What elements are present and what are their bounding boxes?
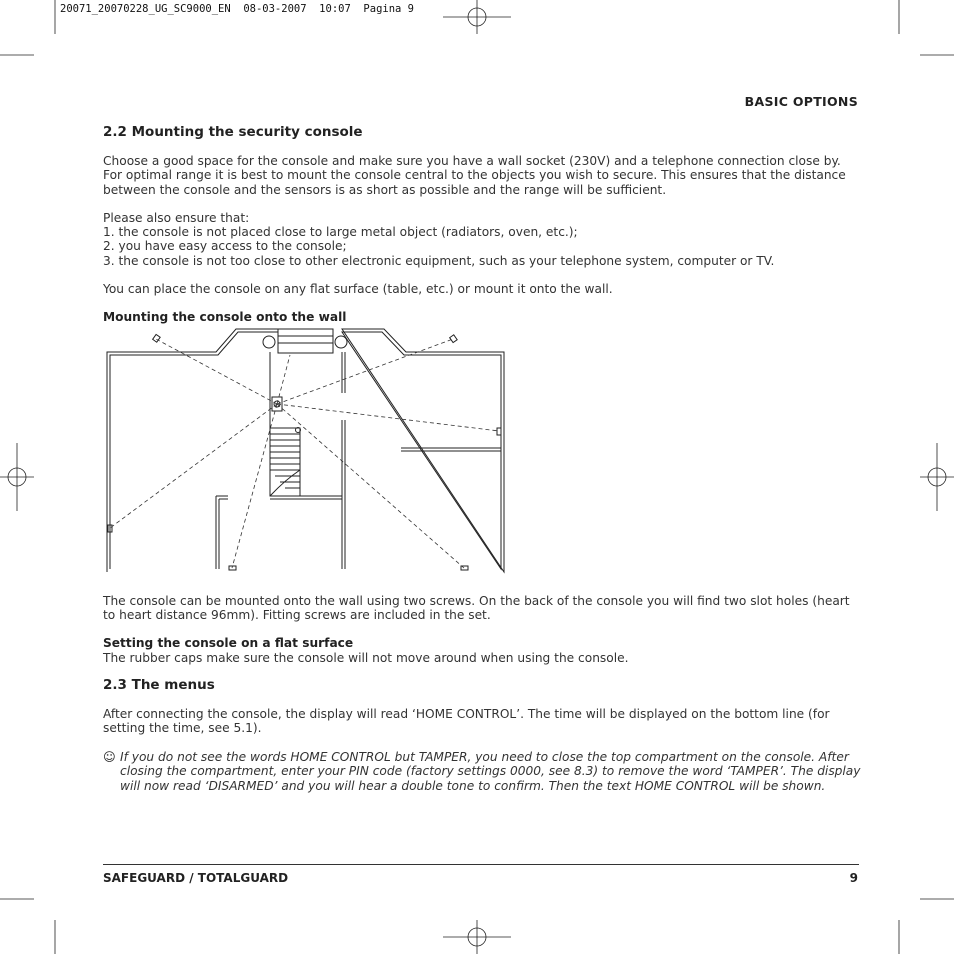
sensor-marker — [450, 335, 458, 343]
page-number: 9 — [849, 871, 858, 885]
interior-wall — [401, 448, 501, 451]
intro-paragraph: Choose a good space for the console and make sure you have a wall socket (230V) and a telephone connection close by. For optimal range it is best to mount the console central to the objects you wish to secure. This ensures that the distance between the console and the sensors is as short as possible and the range will be sufficient. — [103, 154, 846, 197]
round-fixture — [335, 336, 347, 348]
signal-lines — [110, 339, 499, 568]
list-item: 2. you have easy access to the console; — [103, 239, 347, 254]
placement-note: You can place the console on any flat surface (table, etc.) or mount it onto the wall. — [103, 282, 613, 296]
wall-mount-heading: Mounting the console onto the wall — [103, 310, 347, 324]
list-item: 3. the console is not too close to other electronic equipment, such as your telephone system, computer or TV. — [103, 253, 775, 268]
interior-wall — [342, 420, 345, 569]
smiley-icon: ☺ — [103, 750, 116, 764]
sensor-marker — [497, 428, 501, 435]
footer-divider — [103, 864, 859, 865]
flat-surface-heading: Setting the console on a flat surface — [103, 636, 354, 650]
footer-product: SAFEGUARD / TOTALGUARD — [103, 871, 289, 885]
tip-note — [103, 750, 863, 793]
menus-intro: After connecting the console, the display will read ‘HOME CONTROL’. The time will be displayed on the bottom line (for setting the time, see 5.1). — [103, 707, 830, 736]
wall-mount-text: The console can be mounted onto the wall using two screws. On the back of the console you will find two slot holes (heart to heart distance 96mm). Fitting screws are included in the set. — [103, 594, 850, 623]
section-2-2-title: 2.2 Mounting the security console — [103, 124, 363, 140]
flat-surface-text: The rubber caps make sure the console will not move around when using the console. — [103, 651, 629, 665]
staircase — [270, 428, 300, 496]
round-fixture — [263, 336, 275, 348]
list-item: 1. the console is not placed close to large metal object (radiators, oven, etc.); — [103, 225, 578, 239]
slug-line: 20071_20070228_UG_SC9000_EN 08-03-2007 10:07 Pagina 9 — [60, 3, 415, 15]
interior-wall — [216, 496, 228, 569]
interior-wall — [342, 352, 345, 393]
section-label: BASIC OPTIONS — [744, 94, 858, 109]
tip-text: If you do not see the words HOME CONTROL but TAMPER, you need to close the top compartment on the console. After closing the compartment, enter your PIN code (factory settings 0000, see 8.3) to remove the word ‘TAMPER’. The display will now read ‘DISARMED’ and you will hear a double tone to confirm. Then the text HOME CONTROL will be shown. — [120, 750, 861, 793]
ensure-heading: Please also ensure that: — [103, 211, 250, 225]
top-window-unit — [278, 329, 333, 353]
section-2-3-title: 2.3 The menus — [103, 677, 215, 693]
